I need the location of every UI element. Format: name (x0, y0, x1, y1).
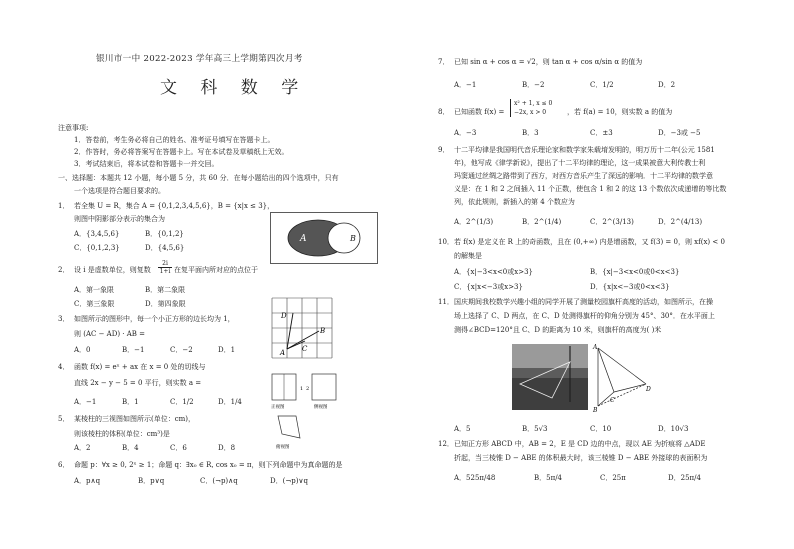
q11-stem-line2: 场上选择了 C、D 两点，在 C、D 处测得旗杆的仰角分别为 45°、30°．在水平面上 (454, 312, 715, 320)
q9-stem-line3: 玛窦通过丝绸之路带到了西方，对西方音乐产生了深远的影响．十二平均律的数学意 (454, 172, 713, 180)
q12-stem-line2: 折起，当三棱锥 D − ABE 的体积最大时，该三棱锥 D − ABE 外接球的表面积为 (454, 454, 708, 462)
top-view-label: 俯视图 (276, 445, 290, 450)
q10-option-c[interactable]: C．{x|x<−3或x>3} (454, 283, 523, 291)
q1-number: 1． (58, 202, 70, 210)
q9-stem-line2: 年)，他写成《律学新说》，提出了十二平均律的理论，这一成果被意大利传教士利 (454, 159, 706, 167)
q11-option-d[interactable]: D．10√3 (658, 425, 689, 433)
notice-item-1: 1．答卷前，考生务必将自己的姓名、准考证号填写在答题卡上。 (74, 136, 275, 144)
front-view-label: 正视图 (271, 405, 285, 410)
q12-option-d[interactable]: D．25π/4 (668, 474, 701, 482)
dim-label-2: 2 (306, 386, 310, 392)
q8-piece-1: x² + 1, x ≤ 0 (514, 100, 553, 107)
q8-piecewise (510, 99, 552, 117)
section1-line1: 一、选择题：本题共 12 小题，每小题 5 分，共 60 分．在每小题给出的四个选项中，只有 (58, 174, 339, 182)
q4-stem-line2: 直线 2x − y − 5 = 0 平行，则实数 a = (74, 379, 202, 387)
side-view-label: 侧视图 (314, 405, 328, 410)
q3-number: 3． (58, 315, 70, 323)
q4-number: 4． (58, 363, 70, 371)
q2-number: 2． (58, 266, 70, 274)
grid-label-a: A (280, 349, 286, 357)
q2-option-a[interactable]: A．第一象限 (74, 286, 115, 294)
q1-option-b[interactable]: B．{0,1,2} (145, 230, 184, 238)
q5-option-b[interactable]: B．4 (122, 444, 139, 452)
q7-number: 7． (438, 58, 450, 66)
q9-stem-line5: 列，依此规则，新插入的第 4 个数应为 (454, 198, 575, 206)
q10-number: 10． (438, 238, 454, 246)
q6-option-a[interactable]: A．p∧q (74, 477, 101, 485)
q3-stem-line2: 则 (AC − AD) · AB = (74, 330, 146, 338)
q3-option-c[interactable]: C．−2 (170, 346, 193, 354)
venn-label-b: B (350, 234, 356, 243)
q5-stem-line2: 则该棱柱的体积(单位：cm³)是 (74, 430, 170, 438)
q2-option-b[interactable]: B．第二象限 (145, 286, 186, 294)
q12-option-c[interactable]: C．25π (600, 474, 626, 482)
grid-label-c: C (302, 345, 308, 353)
q10-option-d[interactable]: D．{x|x<−3或0<x<3} (590, 283, 670, 291)
q4-option-b[interactable]: B．1 (122, 398, 139, 406)
q6-stem-line1: 命题 p：∀x ≥ 0, 2ˣ ≥ 1；命题 q：∃x₀ ∈ R, cos x₀ = π，则下列命题中为真命题的是 (74, 461, 343, 469)
q3-grid-figure (271, 297, 333, 359)
q8-option-b[interactable]: B．3 (522, 129, 539, 137)
q3-option-b[interactable]: B．−1 (122, 346, 145, 354)
q6-option-b[interactable]: B．p∨q (138, 477, 165, 485)
notice-item-2: 2．作答时，务必将答案写在答题卡上。写在本试卷及草稿纸上无效。 (74, 148, 289, 156)
q9-stem-line4: 义是：在 1 和 2 之间插入 11 个正数，使包含 1 和 2 的这 13 个数依次成递增的等比数 (454, 185, 727, 193)
notice-item-3: 3．考试结束后，将本试卷和答题卡一并交回。 (74, 160, 219, 168)
q1-stem-line2: 则图中阴影部分表示的集合为 (74, 215, 165, 223)
q8-stem-part2: ，若 f(a) = 10，则实数 a 的值为 (567, 108, 673, 116)
q2-stem-part1: 设 i 是虚数单位，则复数 (74, 266, 151, 274)
grid-label-d: D (281, 312, 287, 320)
q1-option-d[interactable]: D．{4,5,6} (145, 244, 185, 252)
q10-option-a[interactable]: A．{x|−3<x<0或x>3} (454, 268, 533, 276)
q1-stem-line1: 若全集 U = R，集合 A = {0,1,2,3,4,5,6}，B = {x|x ≤ 3}， (74, 202, 275, 210)
q1-option-c[interactable]: C．{0,1,2,3} (74, 244, 120, 252)
q10-option-b[interactable]: B．{x|−3<x<0或0<x<3} (590, 268, 680, 276)
q11-option-a[interactable]: A．5 (454, 425, 471, 433)
q6-option-c[interactable]: C．(¬p)∧q (200, 477, 238, 485)
fig-label-d: D (646, 386, 651, 393)
q5-option-d[interactable]: D．8 (218, 444, 236, 452)
q6-number: 6． (58, 461, 70, 469)
exam-school-title: 银川市一中 2022-2023 学年高三上学期第四次月考 (96, 54, 303, 64)
q5-stem-line1: 某棱柱的三视图如图所示(单位：cm)， (74, 415, 196, 423)
q12-number: 12． (438, 440, 454, 448)
q2-fraction (158, 260, 172, 275)
q12-option-b[interactable]: B．5π/4 (534, 474, 563, 482)
q8-number: 8． (438, 108, 450, 116)
q5-option-c[interactable]: C．6 (170, 444, 187, 452)
q11-number: 11． (438, 298, 454, 306)
q4-option-d[interactable]: D．1/4 (218, 398, 242, 406)
q7-option-a[interactable]: A．−1 (454, 81, 477, 89)
grid-vectors (287, 313, 319, 349)
q7-option-c[interactable]: C．1/2 (590, 81, 614, 89)
q5-option-a[interactable]: A．2 (74, 444, 91, 452)
top-view-shape (278, 416, 300, 438)
q11-option-b[interactable]: B．5√3 (522, 425, 548, 433)
q1-option-a[interactable]: A．{3,4,5,6} (74, 230, 120, 238)
q4-option-c[interactable]: C．1/2 (170, 398, 194, 406)
fig-label-c: C (610, 397, 615, 404)
q11-option-c[interactable]: C．10 (590, 425, 612, 433)
fig-label-b: B (593, 407, 598, 414)
q4-stem-line1: 函数 f(x) = eˣ + ax 在 x = 0 处的切线与 (74, 363, 206, 371)
q2-fraction-bottom: 1+i (159, 268, 171, 275)
q2-fraction-top: 2i (158, 260, 172, 268)
q7-stem: 已知 sin α + cos α = √2，则 tan α + cos α/sin α 的值为 (454, 58, 643, 66)
q3-option-d[interactable]: D．1 (218, 346, 236, 354)
section1-line2: 一个选项是符合题目要求的。 (74, 187, 165, 195)
q9-option-d[interactable]: D．2^(4/13) (658, 218, 703, 226)
q10-stem-line2: 的解集是 (454, 252, 482, 260)
q8-option-a[interactable]: A．−3 (454, 129, 477, 137)
exam-subject-title: 文 科 数 学 (160, 78, 308, 98)
q8-piece-2: −2x, x > 0 (514, 109, 547, 116)
notice-heading: 注意事项: (58, 124, 89, 132)
q11-geometry-figure (592, 344, 652, 414)
q12-option-a[interactable]: A．525π/48 (454, 474, 496, 482)
q5-number: 5． (58, 415, 70, 423)
q2-option-d[interactable]: D．第四象限 (145, 300, 186, 308)
q4-option-a[interactable]: A．−1 (74, 398, 97, 406)
q6-option-d[interactable]: D．(¬p)∨q (270, 477, 309, 485)
side-view-rect (312, 374, 336, 400)
q10-stem-line1: 若 f(x) 是定义在 R 上的奇函数，且在 (0,+∞) 内是增函数，又 f(3) = 0，则 xf(x) < 0 (454, 238, 725, 246)
q11-stem-line3: 测得∠BCD=120°且 C、D 的距离为 10 米，则旗杆的高度为( )米 (454, 326, 662, 334)
dim-label-1: 1 (300, 386, 304, 392)
venn-label-a: A (300, 234, 307, 244)
q11-stem-line1: 国庆期间我校数学兴趣小组的同学开展了测量校园旗杆高度的活动，如图所示，在操 (454, 298, 713, 306)
q7-option-d[interactable]: D．2 (658, 81, 676, 89)
q8-stem-part1: 已知函数 f(x) = (454, 108, 505, 116)
q8-option-d[interactable]: D．−3或 −5 (658, 129, 701, 137)
q1-venn-diagram (270, 212, 378, 264)
q3-option-a[interactable]: A．0 (74, 346, 91, 354)
q12-stem-line1: 已知正方形 ABCD 中，AB = 2，E 是 CD 边的中点，现以 AE 为折痕将 △ADE (454, 440, 706, 448)
grid-label-b: B (320, 327, 326, 335)
fig-label-a: A (593, 344, 598, 351)
q11-field-photo (512, 344, 588, 410)
q9-option-b[interactable]: B．2^(1/4) (522, 218, 562, 226)
q9-option-a[interactable]: A．2^(1/3) (454, 218, 494, 226)
q9-stem-line1: 十二平均律是我国明代音乐理论家和数学家朱载堉发明的，明万历十二年(公元 1581 (454, 146, 715, 154)
q9-option-c[interactable]: C．2^(3/13) (590, 218, 634, 226)
q5-three-view-figure (270, 372, 342, 454)
q8-option-c[interactable]: C．±3 (590, 129, 613, 137)
q2-stem-part2: 在复平面内所对应的点位于 (174, 266, 258, 274)
q3-stem-line1: 如图所示的图形中，每一个小正方形的边长均为 1， (74, 315, 235, 323)
q9-number: 9． (438, 146, 450, 154)
q2-option-c[interactable]: C．第三象限 (74, 300, 115, 308)
q7-option-b[interactable]: B．−2 (522, 81, 545, 89)
photo-buildings (512, 368, 588, 378)
